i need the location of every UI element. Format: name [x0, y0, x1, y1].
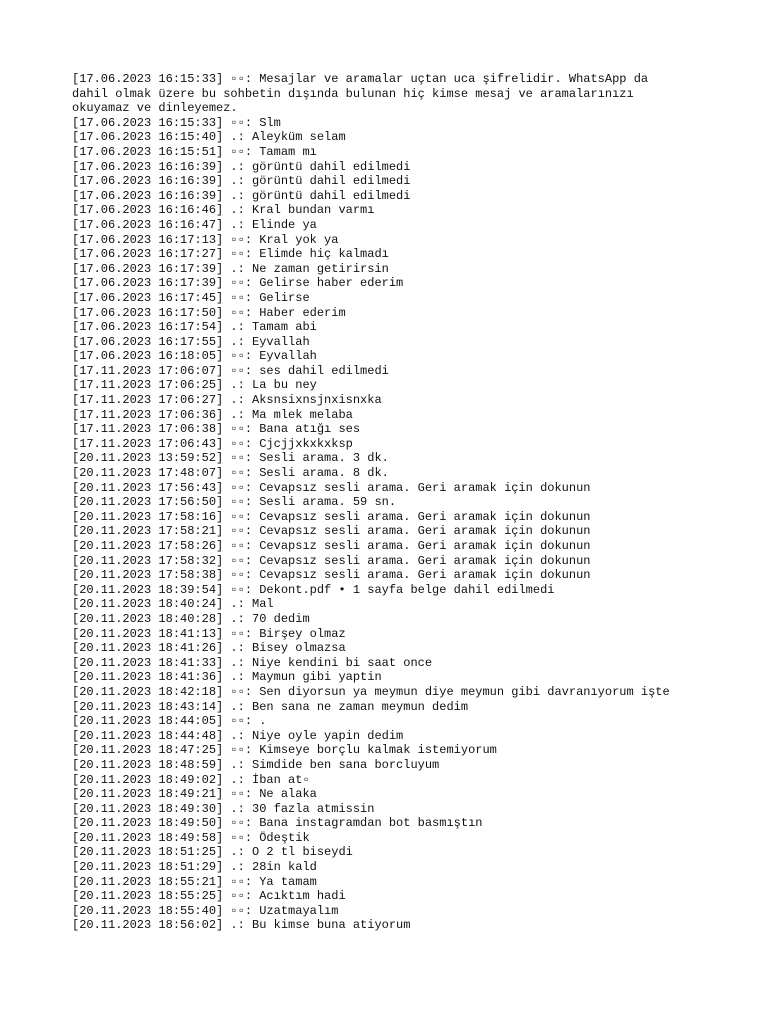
chat-line: [17.06.2023 16:17:27] ▫▫: Elimde hiç kalmadı	[72, 247, 389, 262]
chat-line: [20.11.2023 18:49:50] ▫▫: Bana instagramdan bot basmıştın	[72, 816, 483, 831]
chat-line: [20.11.2023 18:49:02] .: İban at▫	[72, 772, 310, 787]
chat-line: [20.11.2023 17:58:32] ▫▫: Cevapsız sesli arama. Geri aramak için dokunun	[72, 553, 591, 568]
chat-line: [17.06.2023 16:17:13] ▫▫: Kral yok ya	[72, 232, 339, 247]
chat-line: [20.11.2023 17:48:07] ▫▫: Sesli arama. 8 dk.	[72, 466, 389, 481]
chat-export-text	[72, 72, 712, 933]
chat-line: [20.11.2023 17:58:16] ▫▫: Cevapsız sesli arama. Geri aramak için dokunun	[72, 509, 591, 524]
chat-line: [20.11.2023 18:48:59] .: Simdide ben sana borcluyum	[72, 757, 440, 772]
chat-line: [17.06.2023 16:16:47] .: Elinde ya	[72, 217, 317, 232]
chat-line: [17.06.2023 16:18:05] ▫▫: Eyvallah	[72, 349, 317, 364]
chat-line: [17.11.2023 17:06:27] .: Aksnsixnsjnxisnxka	[72, 393, 382, 408]
chat-line: [20.11.2023 18:40:28] .: 70 dedim	[72, 611, 310, 626]
chat-line: dahil olmak üzere bu sohbetin dışında bulunan hiç kimse mesaj ve aramalarınızı	[72, 86, 634, 101]
chat-line: [20.11.2023 17:58:26] ▫▫: Cevapsız sesli arama. Geri aramak için dokunun	[72, 539, 591, 553]
chat-line: [17.06.2023 16:17:50] ▫▫: Haber ederim	[72, 305, 346, 320]
chat-line: [20.11.2023 18:47:25] ▫▫: Kimseye borçlu kalmak istemiyorum	[72, 743, 497, 758]
chat-line: [17.06.2023 16:15:40] .: Aleyküm selam	[72, 130, 346, 145]
chat-line: [20.11.2023 17:58:38] ▫▫: Cevapsız sesli arama. Geri aramak için dokunun	[72, 568, 591, 583]
chat-line: [20.11.2023 18:40:24] .: Mal	[72, 597, 274, 612]
chat-line: [20.11.2023 18:41:33] .: Niye kendini bi saat once	[72, 655, 433, 670]
chat-line: [17.06.2023 16:16:39] .: görüntü dahil edilmedi	[72, 159, 411, 174]
chat-line: [20.11.2023 18:51:29] .: 28in kald	[72, 860, 317, 875]
chat-line: [20.11.2023 18:49:30] .: 30 fazla atmissin	[72, 801, 375, 816]
chat-line: [20.11.2023 18:44:48] .: Niye oyle yapin dedim	[72, 728, 404, 743]
chat-line: [20.11.2023 17:56:50] ▫▫: Sesli arama. 59 sn.	[72, 495, 397, 510]
chat-line: [17.06.2023 16:17:39] ▫▫: Gelirse haber ederim	[72, 276, 404, 291]
chat-line: [17.06.2023 16:17:39] .: Ne zaman getirirsin	[72, 261, 389, 276]
chat-line: [20.11.2023 17:56:43] ▫▫: Cevapsız sesli arama. Geri aramak için dokunun	[72, 480, 591, 495]
chat-line: [20.11.2023 18:55:21] ▫▫: Ya tamam	[72, 874, 317, 889]
chat-line: [20.11.2023 18:41:13] ▫▫: Birşey olmaz	[72, 626, 346, 641]
chat-line: [17.06.2023 16:17:54] .: Tamam abi	[72, 320, 317, 335]
chat-line: [20.11.2023 18:42:18] ▫▫: Sen diyorsun ya meymun diye meymun gibi davranıyorum işte	[72, 684, 670, 699]
chat-line: [20.11.2023 18:43:14] .: Ben sana ne zaman meymun dedim	[72, 699, 469, 714]
chat-line: [20.11.2023 18:56:02] .: Bu kimse buna atiyorum	[72, 918, 411, 933]
chat-line: [17.06.2023 16:16:39] .: görüntü dahil edilmedi	[72, 188, 411, 203]
chat-line: [20.11.2023 18:49:58] ▫▫: Ödeştik	[72, 830, 310, 845]
chat-line: [20.11.2023 18:51:25] .: O 2 tl biseydi	[72, 845, 353, 860]
chat-line: [17.06.2023 16:16:46] .: Kral bundan varmı	[72, 203, 375, 218]
chat-line: [17.06.2023 16:15:33] ▫▫: Mesajlar ve aramalar uçtan uca şifrelidir. WhatsApp da	[72, 72, 649, 86]
chat-line: [17.11.2023 17:06:38] ▫▫: Bana atığı ses	[72, 422, 361, 437]
chat-line: [20.11.2023 18:55:25] ▫▫: Acıktım hadi	[72, 889, 346, 904]
chat-line: [17.11.2023 17:06:25] .: La bu ney	[72, 378, 317, 393]
chat-line: [17.11.2023 17:06:36] .: Ma mlek melaba	[72, 407, 353, 422]
chat-line: [20.11.2023 18:55:40] ▫▫: Uzatmayalım	[72, 903, 339, 918]
chat-line: [20.11.2023 17:58:21] ▫▫: Cevapsız sesli arama. Geri aramak için dokunun	[72, 524, 591, 539]
chat-line: [20.11.2023 18:41:26] .: Bisey olmazsa	[72, 641, 346, 656]
chat-line: [17.06.2023 16:17:55] .: Eyvallah	[72, 334, 310, 349]
chat-line: [20.11.2023 18:39:54] ▫▫: Dekont.pdf • 1 sayfa belge dahil edilmedi	[72, 582, 555, 597]
chat-line: okuyamaz ve dinleyemez.	[72, 101, 238, 116]
chat-line: [17.06.2023 16:17:45] ▫▫: Gelirse	[72, 290, 310, 305]
chat-line: [17.06.2023 16:15:33] ▫▫: Slm	[72, 115, 281, 130]
chat-line: [20.11.2023 18:41:36] .: Maymun gibi yaptin	[72, 670, 382, 685]
chat-line: [20.11.2023 18:44:05] ▫▫: .	[72, 714, 267, 729]
chat-line: [17.11.2023 17:06:43] ▫▫: Cjcjjxkxkxksp	[72, 436, 353, 451]
chat-line: [17.06.2023 16:15:51] ▫▫: Tamam mı	[72, 144, 317, 159]
chat-line: [20.11.2023 18:49:21] ▫▫: Ne alaka	[72, 787, 317, 802]
chat-line: [17.11.2023 17:06:07] ▫▫: ses dahil edilmedi	[72, 363, 389, 378]
chat-line: [20.11.2023 13:59:52] ▫▫: Sesli arama. 3 dk.	[72, 451, 389, 466]
chat-line: [17.06.2023 16:16:39] .: görüntü dahil edilmedi	[72, 174, 411, 189]
